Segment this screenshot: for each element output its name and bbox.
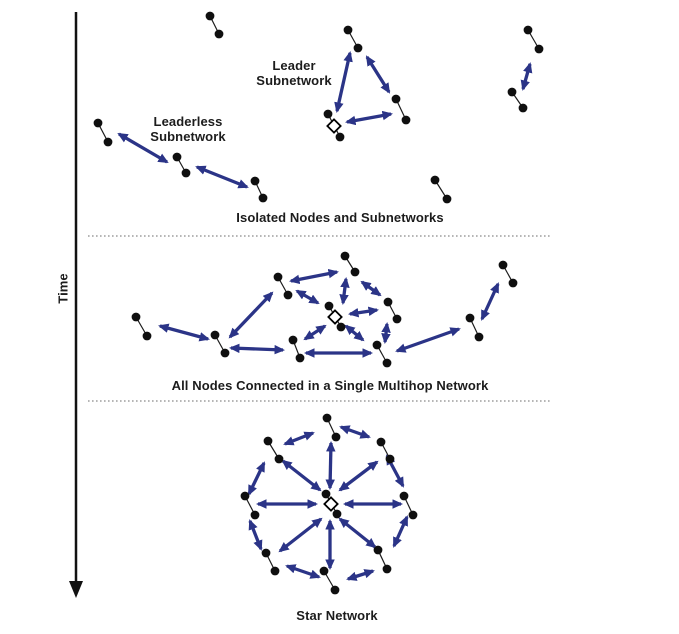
sensor-node-sSW [262, 549, 280, 576]
link-arrow-multihop [230, 293, 272, 337]
annotation-line: Leaderless [153, 114, 223, 129]
leader-subnetwork-annotation [256, 58, 331, 88]
link-arrow-star-rim [341, 427, 369, 437]
link-arrow-star-rim [285, 433, 313, 444]
link-arrow-multihop [305, 326, 325, 339]
link-arrow-multihop [397, 329, 459, 351]
link-arrow-multihop [291, 272, 337, 281]
sensor-node-sNW [264, 437, 284, 464]
sensor-node-m1 [132, 313, 152, 341]
link-arrow-star-rim [250, 521, 261, 549]
sensor-node-t1 [206, 12, 224, 39]
sensor-node-t5 [173, 153, 191, 178]
link-arrow-multihop [160, 326, 208, 339]
leader-node-L3 [322, 490, 342, 519]
link-arrow-star-rim [287, 566, 319, 577]
sensor-node-sNE [377, 438, 395, 464]
leader-node-L2 [325, 302, 346, 332]
sensor-node-m6 [289, 336, 305, 363]
sensor-node-sN [323, 414, 341, 442]
sensor-node-sE [400, 492, 418, 520]
sensor-node-sW [241, 492, 260, 520]
link-arrow-star-spokes [340, 462, 377, 490]
sensor-node-sS [320, 567, 340, 595]
leader-node-L1 [324, 110, 345, 142]
section-caption-multihop: All Nodes Connected in a Single Multihop Network [171, 378, 489, 393]
sensor-node-m2 [211, 331, 230, 358]
sensor-node-m9 [466, 314, 484, 342]
link-arrow-multihop [482, 284, 498, 319]
link-arrow-isolated [197, 167, 247, 187]
time-axis-label: Time [55, 273, 71, 304]
link-arrow-isolated [523, 64, 530, 89]
link-arrow-star-spokes [340, 519, 375, 547]
link-arrow-multihop [385, 324, 387, 342]
link-arrow-star-spokes [280, 519, 321, 551]
section-caption-isolated: Isolated Nodes and Subnetworks [236, 210, 444, 225]
sensor-node-t9 [508, 88, 528, 113]
sensor-node-t8 [524, 26, 544, 54]
link-arrow-isolated [337, 53, 350, 111]
sensor-node-m8 [373, 341, 392, 368]
annotation-line: Subnetwork [150, 129, 226, 144]
link-arrow-multihop [343, 279, 346, 303]
sensor-node-t3 [392, 95, 411, 125]
sensor-node-t2 [344, 26, 363, 53]
link-arrow-isolated [347, 114, 391, 122]
sensor-node-t4 [94, 119, 113, 147]
annotation-line: Subnetwork [256, 73, 332, 88]
link-arrow-multihop [362, 282, 380, 295]
link-arrow-star-rim [249, 463, 264, 494]
sensor-node-t7 [431, 176, 452, 204]
link-arrow-multihop [231, 348, 283, 350]
sensor-node-m7 [384, 298, 402, 324]
sensor-node-m10 [499, 261, 518, 288]
link-arrow-isolated [367, 57, 389, 92]
link-arrow-multihop [297, 291, 318, 303]
annotation-line: Leader [272, 58, 316, 73]
link-arrow-multihop [350, 310, 377, 314]
link-arrow-star-rim [348, 571, 373, 579]
sensor-node-t6 [251, 177, 268, 203]
sensor-node-m4 [341, 252, 360, 277]
leaderless-subnetwork-annotation [150, 114, 225, 144]
section-caption-star: Star Network [296, 608, 378, 623]
sensor-node-sSE [374, 546, 392, 574]
link-arrow-star-spokes [283, 461, 320, 490]
link-arrow-multihop [346, 326, 363, 340]
link-arrow-star-spokes [330, 443, 331, 488]
link-arrow-star-rim [394, 517, 407, 546]
time-axis-arrowhead [69, 581, 83, 598]
sensor-node-m3 [274, 273, 293, 300]
